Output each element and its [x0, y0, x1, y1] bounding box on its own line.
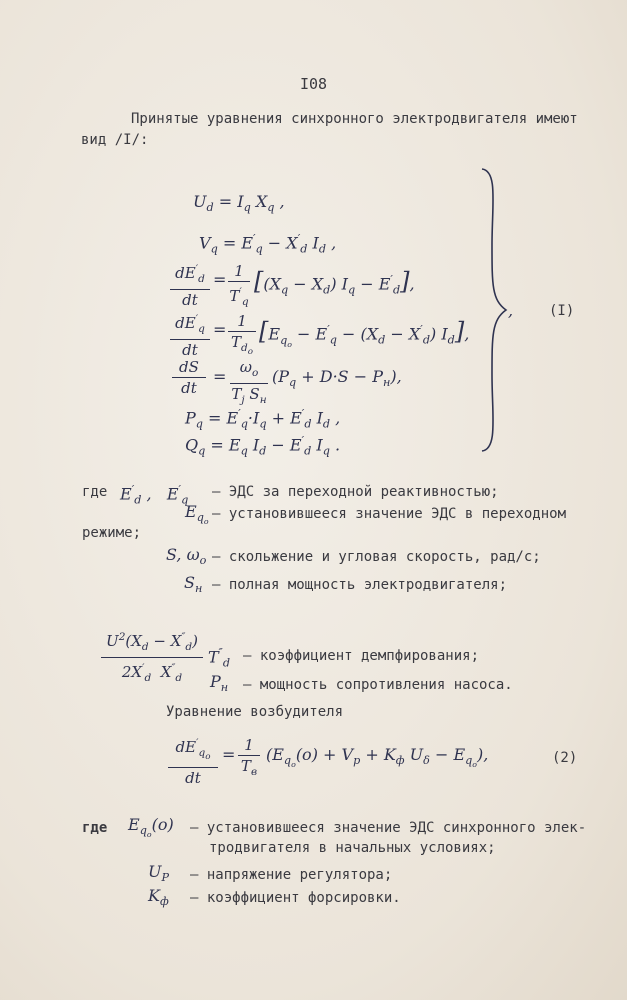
- equals: =: [213, 367, 227, 386]
- fraction-deqo-dt: $dE'_{q_o}$ dt: [168, 734, 218, 787]
- symbol-s-wo: S, $\omega_o$: [166, 545, 207, 568]
- definition-initial-emf: – установившееся значение ЭДС синхронного элек-: [190, 820, 587, 836]
- damping-fraction: $U^2(X_d - X''_d)$ $2X'_d$ $X''_d$: [101, 628, 203, 687]
- equation-vq: $V_q = E'_q - X'_d$ $I_d$ ,: [199, 232, 337, 256]
- equation-deq-body: [$E_{q_o} - E'_q - (X_d - X'_d)$ $I_d$],: [259, 317, 470, 349]
- definition-forcing-coefficient: – коэффициент форсировки.: [190, 890, 401, 906]
- fraction-wo-tj: $\omega_o$ $T_j$ $S_н$: [231, 358, 267, 406]
- definition-initial-emf-cont: тродвигателя в начальных условиях;: [209, 840, 496, 856]
- symbol-up: $U_P$: [148, 862, 170, 885]
- fraction-deq-dt: $dE'_q$ dt: [170, 310, 210, 359]
- equation-ud: $U_d = I_q$ $X_q$ ,: [193, 192, 285, 215]
- definition-damping: – коэффициент демпфирования;: [243, 648, 480, 664]
- definition-emf-steady: – установившееся значение ЭДС в переходном: [212, 506, 567, 522]
- definition-regulator-voltage: – напряжение регулятора;: [190, 867, 393, 883]
- intro-line-1: Принятые уравнения синхронного электродвигателя имеют: [131, 111, 578, 127]
- definition-emf-transient: – ЭДС за переходной реактивностью;: [212, 484, 499, 500]
- equation-2-body: ($E_{q_o}(o) + V_p + K_ф$ $U_\delta - E_{q_o}$),: [266, 745, 489, 770]
- equation-1-label: (I): [549, 303, 575, 319]
- equation-qq: $Q_q = E_q$ $I_d - E'_d$ $I_q$ .: [185, 434, 341, 458]
- symbol-pn: $P_н$: [210, 672, 229, 695]
- where-label-2: где: [82, 820, 108, 836]
- where-label-1: где: [82, 484, 108, 500]
- page-number: I08: [300, 75, 328, 93]
- definition-slip: – скольжение и угловая скорость, рад/с;: [212, 549, 541, 565]
- symbol-eqo: $E_{q_o}$: [185, 502, 209, 527]
- fraction-ded-dt: $dE'_d$ dt: [170, 260, 210, 309]
- symbol-ed-eq: $E'_d$ , $E'_q$: [120, 483, 189, 507]
- equals: =: [213, 320, 227, 339]
- equation-2-label: (2): [552, 750, 578, 766]
- equals: =: [213, 270, 227, 289]
- equation-ds-body: $(P_q + D\cdot S - P_н)$,: [272, 367, 402, 390]
- symbol-sn: $S_н$: [184, 573, 203, 596]
- intro-line-2: вид /I/:: [81, 132, 149, 148]
- definition-pump-power: – мощность сопротивления насоса.: [243, 677, 513, 693]
- symbol-eqo-o: $E_{q_o}(o)$: [128, 815, 174, 840]
- fraction-ds-dt: dS dt: [172, 358, 206, 397]
- equals: =: [222, 745, 236, 764]
- fraction-1-tq: 1 $T'_q$: [229, 262, 249, 308]
- definition-full-power: – полная мощность электродвигателя;: [212, 577, 508, 593]
- equation-pq: $P_q = E'_q\cdot I_q + E'_d$ $I_d$ ,: [185, 407, 341, 431]
- eq1-comma: ,: [508, 301, 514, 320]
- definition-emf-steady-cont: режиме;: [82, 525, 142, 541]
- fraction-1-tdo: 1 $T_{d_o}$: [228, 312, 256, 361]
- exciter-heading: Уравнение возбудителя: [166, 704, 344, 720]
- symbol-kf: $K_ф$: [148, 886, 169, 909]
- symbol-td: $T''_d$: [208, 646, 231, 670]
- fraction-1-tb: 1 $T_в$: [238, 736, 260, 781]
- equation-ded-body: $[(X_q - X_d) I_q - E'_d]$,: [254, 267, 415, 297]
